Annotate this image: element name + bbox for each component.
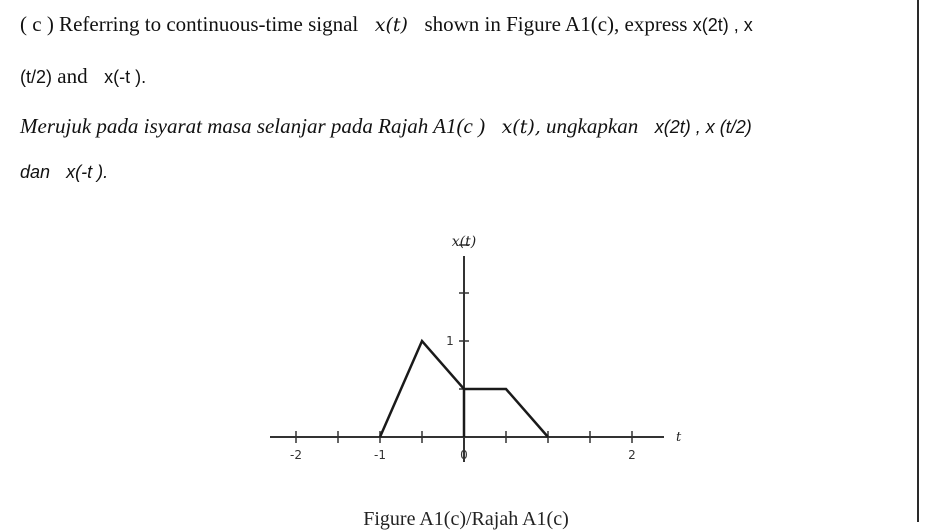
question-prefix: ( c ) Referring to continuous-time signal [20,12,359,36]
x-tick-label: 0 [460,448,468,462]
figure-caption: Figure A1(c)/Rajah A1(c) [363,508,569,530]
question-mid: shown in Figure A1(c), express [424,12,688,36]
expression-xt2: (t/2) [20,67,53,87]
signal-symbol: x(t) [374,14,408,36]
expression-x2t: x(2t) , x [692,15,753,35]
malay-mid: ungkapkan [546,114,639,138]
malay-prefix: Merujuk pada isyarat masa selanjar pada Rajah A1(c ) [20,114,486,138]
x-tick-label: -1 [374,448,386,462]
y-axis-label: x(t) [451,234,477,250]
malay-dan: dan [20,162,51,182]
expression-xneg-t: x(-t ). [104,67,147,87]
question-and: and [57,64,88,88]
malay-signal-symbol: x(t), [501,116,541,138]
x-axis-label: t [676,430,682,445]
axes [270,256,664,462]
x-tick-label: 2 [628,448,636,462]
malay-expression-xneg-t: x(-t ). [66,162,109,182]
malay-expressions: x(2t) , x (t/2) [654,117,752,137]
y-tick-label: 1 [446,334,454,348]
x-tick-label: -2 [290,448,302,462]
